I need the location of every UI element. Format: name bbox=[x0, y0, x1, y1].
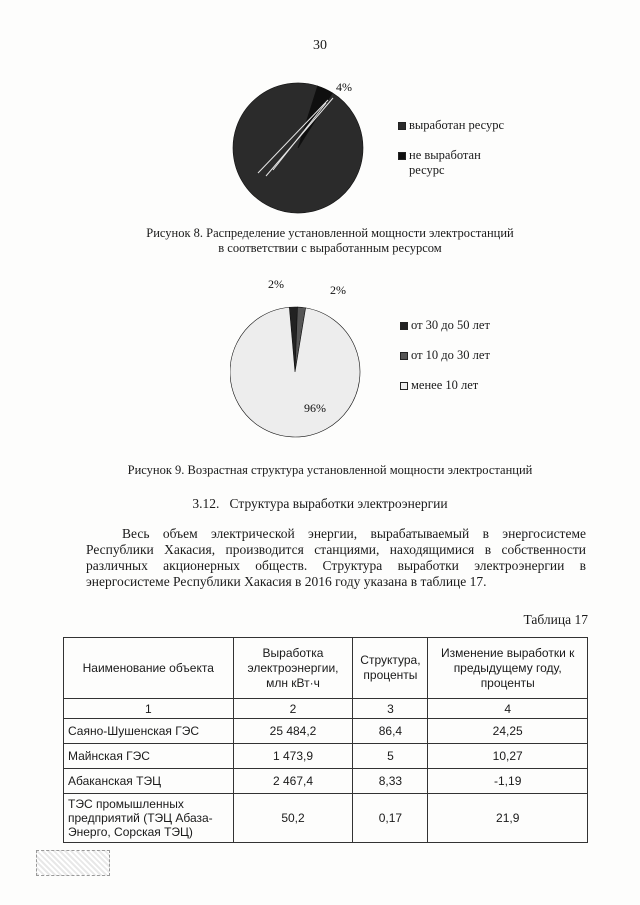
table-cell: 21,9 bbox=[428, 794, 588, 843]
table-cell-name: ТЭС промышленных предприятий (ТЭЦ Абаза-Энерго, Сорская ТЭЦ) bbox=[64, 794, 234, 843]
page-number: 30 bbox=[313, 38, 327, 53]
table-header-cell: Структура, проценты bbox=[353, 638, 428, 699]
table-cell: 25 484,2 bbox=[233, 719, 353, 744]
legend-item-under-10 bbox=[400, 378, 490, 393]
table-row bbox=[64, 769, 588, 794]
column-number-cell: 2 bbox=[233, 699, 353, 719]
legend-label-not-worn bbox=[409, 148, 481, 178]
section-title bbox=[0, 496, 640, 512]
legend-swatch-30-50 bbox=[400, 322, 408, 330]
legend-item-10-30 bbox=[400, 348, 490, 363]
legend-swatch-worn bbox=[398, 122, 406, 130]
column-number-cell: 3 bbox=[353, 699, 428, 719]
table-header-cell: Выработка электроэнергии, млн кВт·ч bbox=[233, 638, 353, 699]
table-cell: 1 473,9 bbox=[233, 744, 353, 769]
legend-item-worn bbox=[398, 118, 504, 133]
table-header-row bbox=[64, 638, 588, 699]
legend-label-not-worn-line1: не выработан bbox=[409, 148, 481, 162]
data-label-4pct: 4% bbox=[336, 80, 352, 94]
legend-swatch-not-worn bbox=[398, 152, 406, 160]
table-cell: 0,17 bbox=[353, 794, 428, 843]
table-row bbox=[64, 744, 588, 769]
table-cell: 8,33 bbox=[353, 769, 428, 794]
pie-chart-resource bbox=[228, 78, 398, 218]
legend-item-not-worn bbox=[398, 148, 504, 178]
body-paragraph-text: Весь объем электрической энергии, вырабатываемый в энергосистеме Республики Хакасия, производится станциями, находящимися в собственности различных акционерных обществ. Структура выработки электроэнергии в энергосистеме Республики Хакасия в 2016 году указана в таблице 17. bbox=[86, 526, 586, 589]
table-row bbox=[64, 794, 588, 843]
legend-label-under-10: менее 10 лет bbox=[411, 378, 479, 392]
column-number-cell: 4 bbox=[428, 699, 588, 719]
figure8-caption-line2: в соответствии с выработанным ресурсом bbox=[218, 241, 442, 255]
table-cell: 5 bbox=[353, 744, 428, 769]
table-cell: -1,19 bbox=[428, 769, 588, 794]
generation-table bbox=[63, 637, 588, 843]
legend-figure9 bbox=[400, 318, 490, 408]
legend-label-not-worn-line2: ресурс bbox=[409, 163, 445, 177]
section-number: 3.12. bbox=[192, 496, 220, 511]
table-header-cell: Изменение выработки к предыдущему году, проценты bbox=[428, 638, 588, 699]
table-header-cell: Наименование объекта bbox=[64, 638, 234, 699]
figure8-caption-line1: Рисунок 8. Распределение установленной мощности электростанций bbox=[146, 226, 514, 240]
pie-chart-age bbox=[230, 272, 370, 457]
column-number-cell: 1 bbox=[64, 699, 234, 719]
legend-item-30-50 bbox=[400, 318, 490, 333]
table-cell-name: Саяно-Шушенская ГЭС bbox=[64, 719, 234, 744]
table-cell: 24,25 bbox=[428, 719, 588, 744]
legend-swatch-10-30 bbox=[400, 352, 408, 360]
table-column-number-row bbox=[64, 699, 588, 719]
legend-label-worn: выработан ресурс bbox=[409, 118, 505, 132]
figure9-caption: Рисунок 9. Возрастная структура установленной мощности электростанций bbox=[127, 463, 533, 477]
table-cell-name: Абаканская ТЭЦ bbox=[64, 769, 234, 794]
body-paragraph bbox=[86, 526, 586, 590]
table-cell: 2 467,4 bbox=[233, 769, 353, 794]
table-cell-name: Майнская ГЭС bbox=[64, 744, 234, 769]
data-label-a: 2% bbox=[268, 277, 284, 291]
table-cell: 86,4 bbox=[353, 719, 428, 744]
data-label-c: 96% bbox=[304, 401, 326, 415]
legend-label-10-30: от 10 до 30 лет bbox=[411, 348, 490, 362]
legend-label-30-50: от 30 до 50 лет bbox=[411, 318, 490, 332]
legend-figure8 bbox=[398, 118, 504, 193]
stamp-mark bbox=[36, 850, 110, 876]
table-cell: 50,2 bbox=[233, 794, 353, 843]
data-label-b: 2% bbox=[330, 283, 346, 297]
legend-swatch-under-10 bbox=[400, 382, 408, 390]
figure8-caption bbox=[60, 226, 600, 256]
table-label: Таблица 17 bbox=[523, 612, 588, 627]
table-row bbox=[64, 719, 588, 744]
table-cell: 10,27 bbox=[428, 744, 588, 769]
section-heading: Структура выработки электроэнергии bbox=[229, 496, 448, 511]
